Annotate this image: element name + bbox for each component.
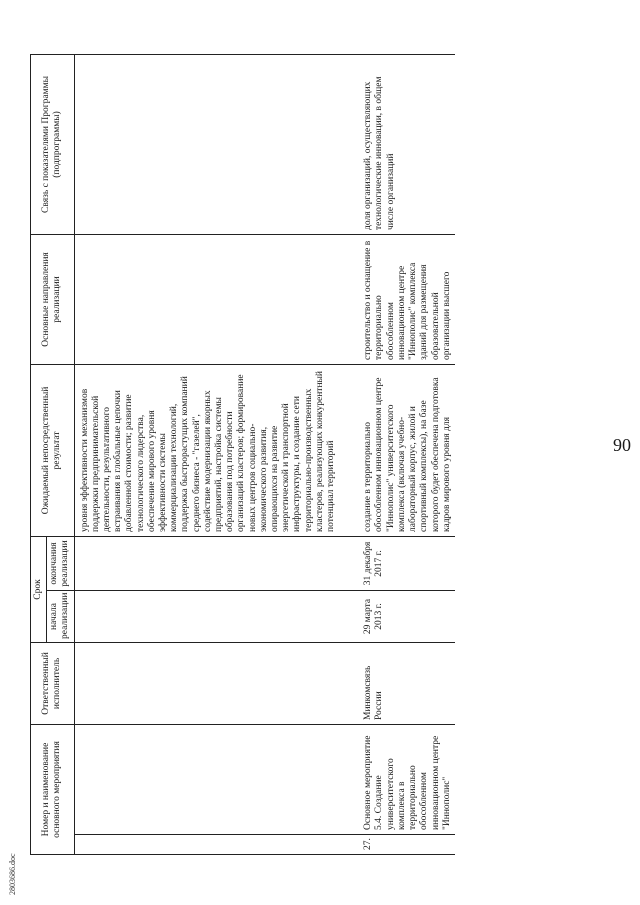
page-number: 90 [613, 435, 631, 455]
row-expected-result: создание в территориально обособленном инновационном центре "Иннополис" университетского комплекса (включая учебно-лабораторный корпус, жилой и спортивный комплексы), на базе которого будет обеспечена подготовка кадров мирового уровня для [357, 364, 455, 536]
header-number-and-name: Номер и наименование основного мероприятия [31, 724, 75, 854]
row-executor: Минкомсвязь России [357, 642, 455, 724]
row-indicators: доля организаций, осуществляющих технологические инновации, в общем числе организаций [357, 54, 455, 234]
row-start: 29 марта 2013 г. [357, 590, 455, 642]
header-indicators: Связь с показателями Программы (подпрограммы) [31, 54, 75, 234]
row-spacer [339, 54, 357, 854]
header-start: начала реализации [47, 590, 74, 642]
header-end: окончания реализации [47, 536, 74, 590]
row-number: 27. [357, 835, 455, 855]
row-directions [74, 234, 339, 364]
row-end [74, 536, 339, 590]
row-name [74, 724, 339, 834]
row-end: 31 декабря 2017 г. [357, 536, 455, 590]
row-expected-result: уровня эффективности механизмов поддержки предпринимательской деятельности, результативного встраивания в глобальные цепочки добавленной стоимости; развитие технологического лидерства, обеспечение мирового уровня эффективности системы коммерциализации технологий, поддержка быстрорастущих компаний среднего бизнеса - "газелей", содействие модернизации якорных предприятий, настройка системы образования под потребности организаций кластеров; формирование новых центров социально-экономического развития, опирающихся на развитие энергетической и транспортной инфраструктуры, и создание сети территориально-производственных кластеров, реализующих конкурентный потенциал территорий [74, 364, 339, 536]
table-row [357, 54, 455, 854]
row-number [74, 835, 339, 855]
row-start [74, 590, 339, 642]
header-executor: Ответственный исполнитель [31, 642, 75, 724]
document-filename: 2803686.doc [8, 853, 17, 895]
header-term: Срок [31, 536, 47, 642]
measures-table [30, 54, 455, 855]
row-executor [74, 642, 339, 724]
row-name: Основное мероприятие 5.4. Создание университетского комплекса в территориально обособленном инновационном центре "Иннополис" [357, 724, 455, 834]
header-directions: Основные направления реализации [31, 234, 75, 364]
row-directions: строительство и оснащение в территориально обособленном инновационном центре "Иннополис" комплекса зданий для размещения образовательной организации высшего [357, 234, 455, 364]
header-expected-result: Ожидаемый непосредственный результат [31, 364, 75, 536]
table-row [74, 54, 339, 854]
row-indicators [74, 54, 339, 234]
